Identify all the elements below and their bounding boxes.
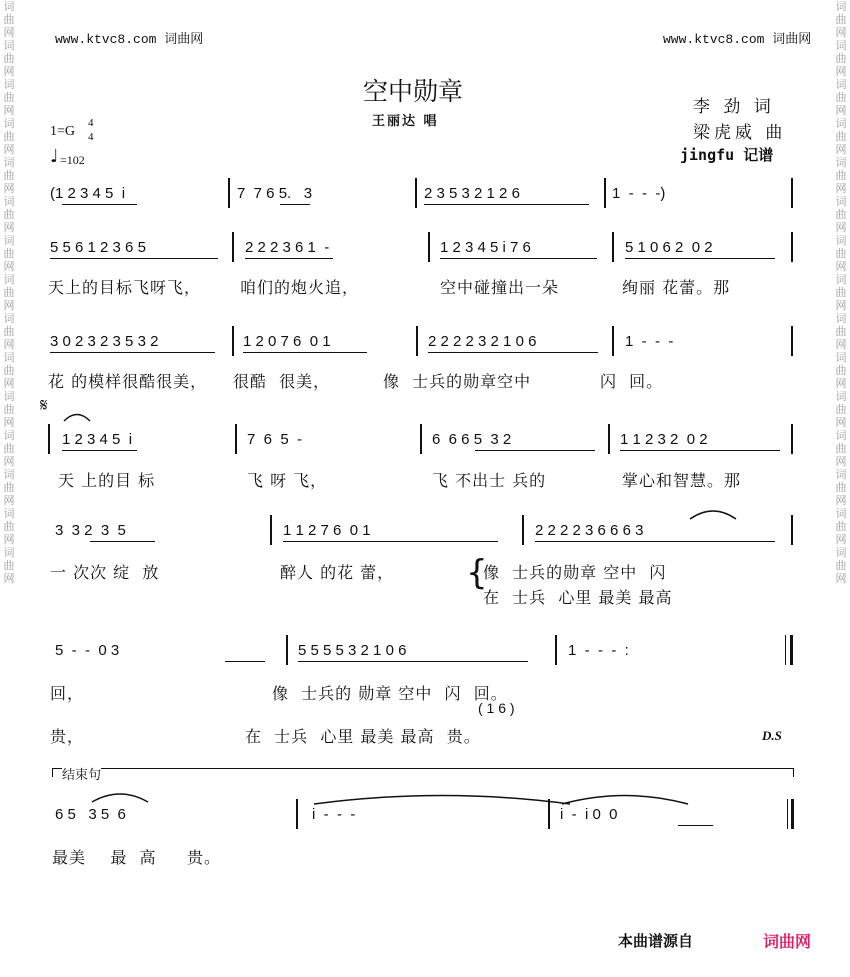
beam xyxy=(440,258,597,259)
lyric-line-4-m2: 飞 呀 飞， xyxy=(247,471,328,490)
score-line-7-m2: i - - - xyxy=(312,806,356,823)
header-url-right[interactable]: www.ktvc8.com 词曲网 xyxy=(663,32,812,47)
score-line-3-m3: 2 2 2 2 3 2 1 0 6 xyxy=(428,333,537,350)
score-line-1-m2: 7 7 6 5. 3 xyxy=(237,185,313,202)
tempo: =102 xyxy=(60,153,85,167)
singer: 王丽达 唱 xyxy=(372,114,439,129)
ending-bracket xyxy=(52,768,794,777)
barline xyxy=(608,424,610,454)
barline xyxy=(232,232,234,262)
beam xyxy=(90,541,155,542)
key-signature: 1=G xyxy=(50,124,76,139)
lyric-line-4-m3: 飞 不出士 兵的 xyxy=(432,471,547,490)
beam xyxy=(625,258,775,259)
lyric-line-2-m4: 绚丽 花蕾。那 xyxy=(622,278,731,297)
beam xyxy=(245,258,333,259)
ending-label: 结束句 xyxy=(62,764,101,783)
segno-icon: 𝄋 xyxy=(40,395,48,416)
barline xyxy=(522,515,524,545)
repeat-barline xyxy=(790,635,793,665)
barline xyxy=(235,424,237,454)
score-line-5-m2: 1 1 2 7 6 0 1 xyxy=(283,522,371,539)
quarter-note-icon: ♩ xyxy=(50,146,59,167)
barline xyxy=(48,424,50,454)
lyric-line-2-m3: 空中碰撞出一朵 xyxy=(440,278,560,297)
song-title: 空中勋章 xyxy=(363,77,464,106)
lyric-line-5-m2: 醉人 的花 蕾， xyxy=(280,563,395,582)
barline xyxy=(791,326,793,356)
lyric-line-2-m2: 咱们的炮火追， xyxy=(240,278,360,297)
beam xyxy=(298,661,528,662)
time-sig-numerator: 4 xyxy=(88,117,94,129)
lyric-line-5-alt: 在 士兵 心里 最美 最高 xyxy=(483,588,673,607)
brand-link[interactable]: 词曲网 xyxy=(763,932,812,951)
final-barline-thick xyxy=(791,799,794,829)
composer: 梁虎威 曲 xyxy=(693,123,787,143)
score-line-1-m4: 1 - - -) xyxy=(612,185,666,202)
lyric-line-6b-m2: 在 士兵 心里 最美 最高 贵。 xyxy=(245,727,481,746)
watermark-right: 词曲网词曲网词曲网词曲网词曲网词曲网词曲网词曲网词曲网词曲网词曲网词曲网词曲网词曲网词曲网 xyxy=(835,0,847,585)
beam xyxy=(428,352,598,353)
beam xyxy=(50,258,218,259)
final-barline xyxy=(787,799,788,829)
beam xyxy=(225,661,265,662)
beam xyxy=(243,352,367,353)
beam xyxy=(535,541,775,542)
score-line-3-m1: 3 0 2 3 2 3 5 3 2 xyxy=(50,333,159,350)
score-line-3-m4: 1 - - - xyxy=(625,333,674,350)
transcriber: jingfu 记谱 xyxy=(680,146,774,164)
barline xyxy=(232,326,234,356)
lyric-line-7: 最美 最 高 贵。 xyxy=(52,848,221,867)
score-line-2-m1: 5 5 6 1 2 3 6 5 xyxy=(50,239,146,256)
lyric-line-5-m3: 像 士兵的勋章 空中 闪 xyxy=(483,563,667,582)
barline xyxy=(791,424,793,454)
tie-icon xyxy=(560,791,690,805)
alt-notes: ( 1 6 ) xyxy=(478,700,515,716)
beam xyxy=(283,541,498,542)
score-line-1-m1: (1 2 3 4 5 i xyxy=(50,185,126,202)
lyric-line-6b-m1: 贵， xyxy=(50,727,85,746)
barline xyxy=(791,232,793,262)
barline xyxy=(415,178,417,208)
lyric-line-3-m2: 很酷 很美， xyxy=(233,372,331,391)
beam xyxy=(620,450,780,451)
beam xyxy=(424,204,589,205)
beam xyxy=(475,450,595,451)
score-line-5-m1: 3 3 2 3 5 xyxy=(55,522,126,539)
score-line-2-m2: 2 2 2 3 6 1 - xyxy=(245,239,330,256)
score-line-4-m1: 1 2 3 4 5 i xyxy=(62,431,133,448)
header-url-left[interactable]: www.ktvc8.com 词曲网 xyxy=(55,32,204,47)
tie-icon xyxy=(688,506,738,520)
barline xyxy=(604,178,606,208)
barline xyxy=(555,635,557,665)
score-line-2-m4: 5 1 0 6 2 0 2 xyxy=(625,239,713,256)
beam xyxy=(62,450,137,451)
beam xyxy=(678,825,713,826)
beam xyxy=(280,204,310,205)
barline xyxy=(612,326,614,356)
lyric-line-3-m1: 花 的模样很酷很美， xyxy=(48,372,208,391)
beam xyxy=(50,352,215,353)
score-line-6-m1: 5 - - 0 3 xyxy=(55,642,120,659)
dal-segno: D.S xyxy=(762,728,782,743)
barline xyxy=(228,178,230,208)
barline xyxy=(785,635,786,665)
source-label: 本曲谱源自 xyxy=(618,932,694,950)
tie-icon xyxy=(312,791,572,805)
barline xyxy=(612,232,614,262)
barline xyxy=(270,515,272,545)
barline xyxy=(791,515,793,545)
score-line-2-m3: 1 2 3 4 5 i 7 6 xyxy=(440,239,531,256)
lyric-line-3-m4: 闪 回。 xyxy=(600,372,664,391)
score-line-6-m2: 5 5 5 5 3 2 1 0 6 xyxy=(298,642,407,659)
slur-icon xyxy=(62,410,92,422)
lyric-line-2-m1: 天上的目标飞呀飞， xyxy=(48,278,202,297)
tie-icon xyxy=(90,789,150,803)
barline xyxy=(286,635,288,665)
brace-icon: { xyxy=(466,553,488,593)
lyric-line-5-m1: 一 次次 绽 放 xyxy=(50,563,160,582)
score-line-6-m3: 1 - - - : xyxy=(568,642,629,659)
time-sig-denominator: 4 xyxy=(88,131,94,143)
lyric-line-4-m4: 掌心和智慧。那 xyxy=(622,471,742,490)
lyric-line-4-m1: 天 上的目 标 xyxy=(58,471,156,490)
lyricist: 李 劲 词 xyxy=(693,97,775,117)
lyric-line-3-m3: 像 士兵的勋章空中 xyxy=(383,372,532,391)
lyric-line-6a-m1: 回， xyxy=(50,684,85,703)
score-line-4-m2: 7 6 5 - xyxy=(247,431,303,448)
barline xyxy=(420,424,422,454)
score-line-7-m1: 6 5 3 5 6 xyxy=(55,806,126,823)
score-line-5-m3: 2 2 2 2 3 6 6 6 3 xyxy=(535,522,644,539)
score-line-4-m4: 1 1 2 3 2 0 2 xyxy=(620,431,708,448)
barline xyxy=(791,178,793,208)
barline xyxy=(296,799,298,829)
beam xyxy=(62,204,137,205)
score-line-4-m3: 6 6 6 5 3 2 xyxy=(432,431,512,448)
score-line-1-m3: 2 3 5 3 2 1 2 6 xyxy=(424,185,520,202)
watermark-left: 词曲网词曲网词曲网词曲网词曲网词曲网词曲网词曲网词曲网词曲网词曲网词曲网词曲网词曲网词曲网 xyxy=(3,0,15,585)
score-line-3-m2: 1 2 0 7 6 0 1 xyxy=(243,333,331,350)
lyric-line-6a-m2: 像 士兵的 勋章 空中 闪 回。 xyxy=(272,684,508,703)
score-line-7-m3: i - i 0 0 xyxy=(560,806,618,823)
barline xyxy=(428,232,430,262)
barline xyxy=(548,799,550,829)
barline xyxy=(416,326,418,356)
